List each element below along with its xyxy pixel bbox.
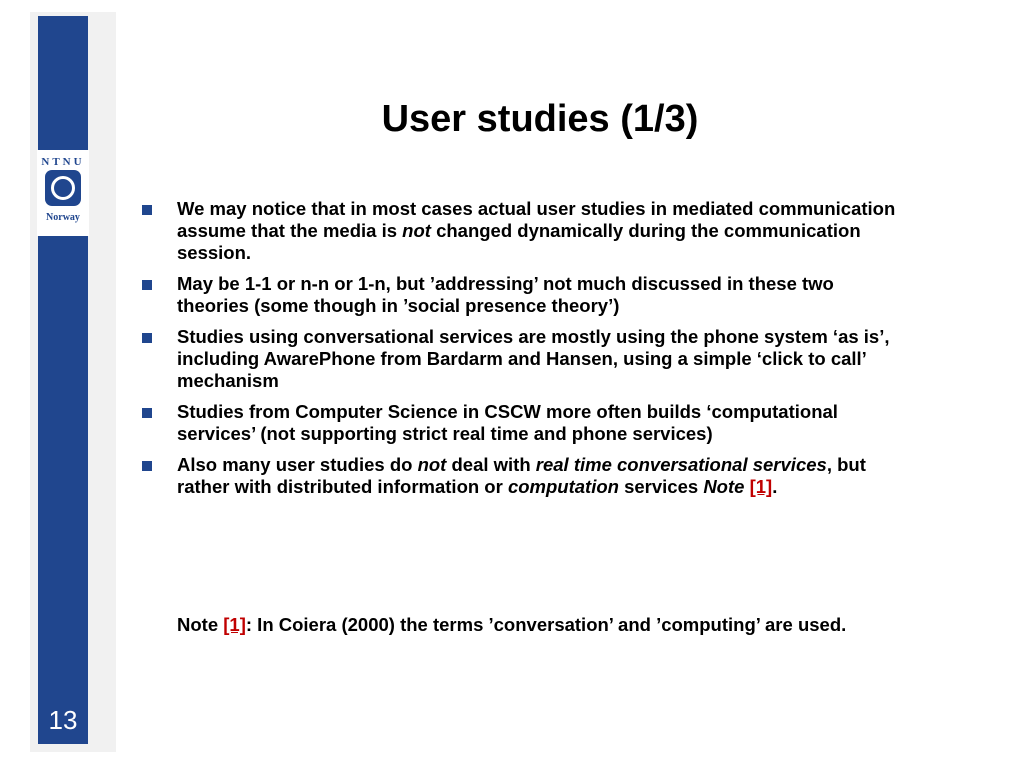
bullet-text: We may notice that in most cases actual user studies in mediated communication assume that the media is — [177, 198, 896, 241]
bullet-square-icon — [142, 205, 152, 215]
bullet-text: Studies using conversational services are mostly using the phone system ‘as is’, including AwarePhone from Bardarm and Hansen, using a simple ‘click to call’ mechanism — [177, 326, 890, 391]
bullet-square-icon — [142, 408, 152, 418]
footnote-prefix: Note — [177, 614, 224, 635]
bullet-item — [140, 401, 910, 445]
reference-link[interactable]: [1] — [749, 476, 773, 497]
bullet-text: , but rather with distributed information or — [177, 454, 866, 497]
bullet-emphasis: Note — [703, 476, 750, 497]
sidebar-bar — [38, 16, 88, 744]
bullet-item — [140, 454, 910, 498]
logo-top-text: NTNU — [41, 156, 85, 168]
slide-title: User studies (1/3) — [381, 98, 699, 140]
bullet-text: Also many user studies do — [177, 454, 418, 475]
bullet-list — [140, 198, 910, 507]
bullet-text: . — [772, 476, 778, 497]
bullet-emphasis: computation — [507, 476, 619, 497]
bullet-text: changed dynamically during the communication session. — [177, 220, 861, 263]
bullet-emphasis: not — [417, 454, 447, 475]
footnote-text: : In Coiera (2000) the terms ’conversation’ and ’computing’ are used. — [245, 614, 847, 635]
page-number: 13 — [48, 705, 78, 735]
bullet-text: Studies from Computer Science in CSCW more often builds ‘computational services’ (not supporting strict real time and phone services) — [177, 401, 838, 444]
bullet-text: services — [618, 476, 704, 497]
ntnu-logo — [37, 150, 89, 236]
bullet-item — [140, 326, 910, 392]
reference-link[interactable]: [1] — [223, 614, 246, 635]
logo-mark-icon — [45, 170, 81, 206]
bullet-square-icon — [142, 461, 152, 471]
bullet-square-icon — [142, 280, 152, 290]
bullet-emphasis: real time conversational services — [535, 454, 827, 475]
footnote — [177, 614, 917, 636]
bullet-text: deal with — [446, 454, 536, 475]
bullet-text: May be 1-1 or n-n or 1-n, but ’addressing’ not much discussed in these two theories (some though in ’social presence theory’) — [177, 273, 834, 316]
logo-bottom-text: Norway — [46, 212, 80, 223]
bullet-emphasis: not — [402, 220, 431, 241]
bullet-item — [140, 198, 910, 264]
bullet-square-icon — [142, 333, 152, 343]
bullet-item — [140, 273, 910, 317]
